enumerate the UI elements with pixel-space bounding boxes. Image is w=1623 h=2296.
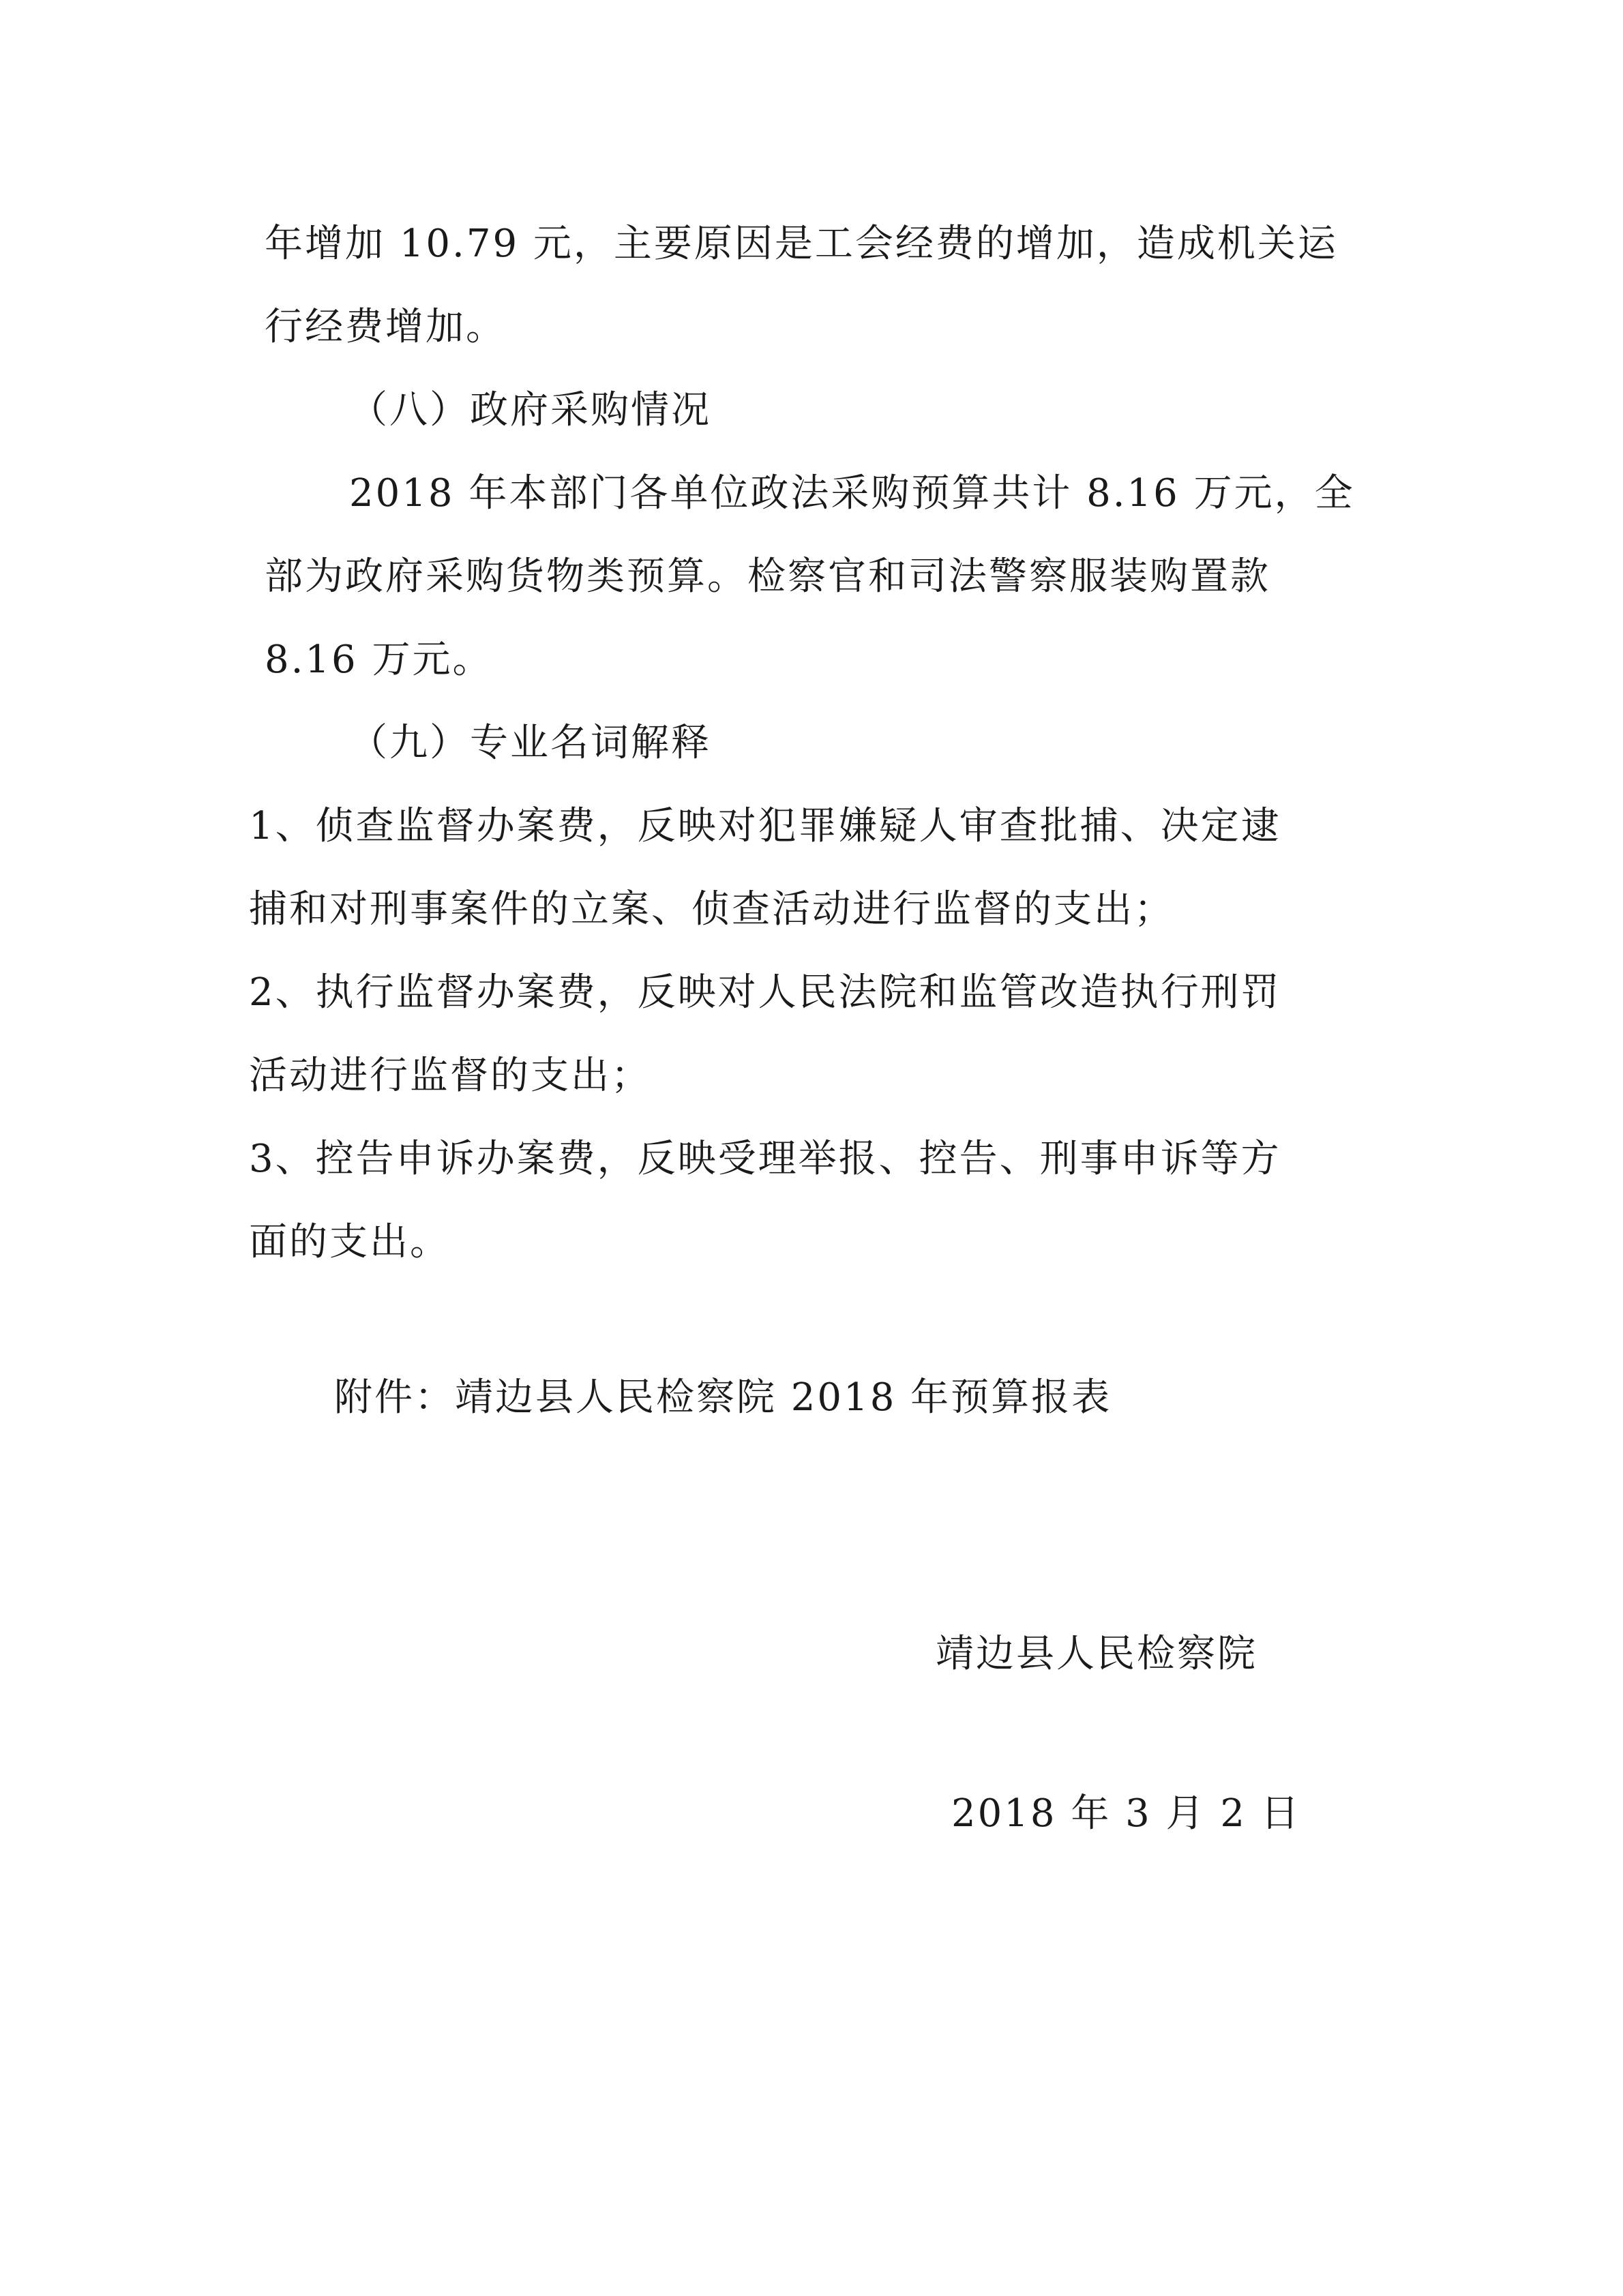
- body-text-line: 2018 年本部门各单位政法采购预算共计 8.16 万元，全: [349, 471, 1355, 516]
- body-text-line: 8.16 万元。: [265, 638, 493, 682]
- signature-organization: 靖边县人民检察院: [936, 1632, 1257, 1676]
- body-text-line: 年增加 10.79 元，主要原因是工会经费的增加，造成机关运: [265, 222, 1338, 266]
- section-heading: （九）专业名词解释: [349, 721, 711, 765]
- body-text-line: 行经费增加。: [265, 305, 506, 349]
- definition-item-continuation: 面的支出。: [249, 1220, 450, 1264]
- definition-item-continuation: 捕和对刑事案件的立案、侦查活动进行监督的支出；: [249, 887, 1174, 931]
- body-text-line: 部为政府采购货物类预算。检察官和司法警察服装购置款: [265, 554, 1270, 599]
- definition-item-continuation: 活动进行监督的支出；: [249, 1054, 651, 1098]
- section-heading: （八）政府采购情况: [349, 388, 711, 432]
- signature-date: 2018 年 3 月 2 日: [951, 1791, 1301, 1836]
- definition-item: 2、执行监督办案费，反映对人民法院和监管改造执行刑罚: [249, 970, 1281, 1015]
- definition-item: 3、控告申诉办案费，反映受理举报、控告、刑事申诉等方: [249, 1137, 1281, 1181]
- attachment-note: 附件：靖边县人民检察院 2018 年预算报表: [334, 1375, 1112, 1420]
- definition-item: 1、侦查监督办案费，反映对犯罪嫌疑人审查批捕、决定逮: [249, 804, 1281, 848]
